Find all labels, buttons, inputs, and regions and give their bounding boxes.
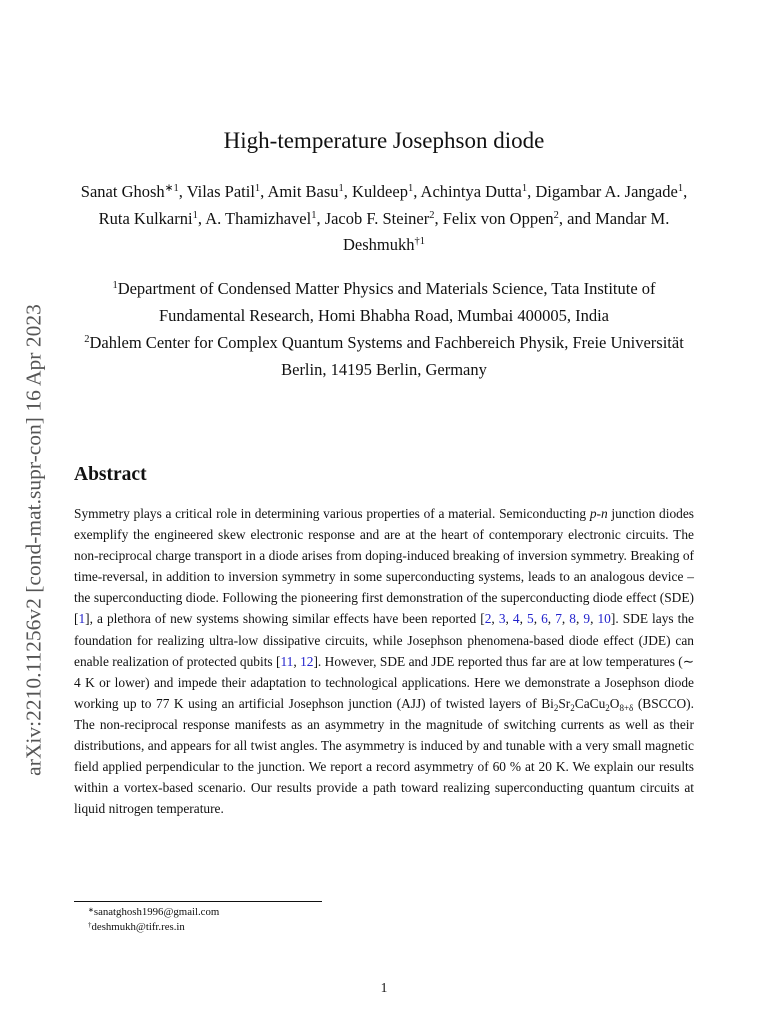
ref-group-2: 2, 3, 4, 5, 6, 7, 8, 9, 10 xyxy=(484,611,611,627)
author-name: Felix von Oppen xyxy=(442,208,554,228)
footnote-mark: † xyxy=(88,920,92,929)
formula-element: Sr xyxy=(558,695,571,711)
abstract-text-italic: p-n xyxy=(589,506,608,521)
author-name: A. Thamizhavel xyxy=(205,208,312,228)
abstract-heading: Abstract xyxy=(74,464,147,485)
author-affiliation-mark: 1 xyxy=(254,183,261,194)
arxiv-identifier-stamp xyxy=(8,0,60,1024)
page-number: 1 xyxy=(380,980,388,995)
formula-subscript: 2 xyxy=(553,702,559,713)
author-affiliation-mark: ∗1 xyxy=(164,183,179,194)
affiliation-mark: 1 xyxy=(112,280,118,291)
abstract-text: ]. SDE lays the foundation for realizing ultra-low dissipative circuits, while Josephson phenomena-based diode effect (JDE) can enable realization of protected qubits [ xyxy=(74,611,694,669)
formula-subscript: 2 xyxy=(605,702,610,713)
abstract-text: junction diodes exemplify the engineered skew electronic response and are at the heart of contemporary electronic circuits. The non-reciprocal charge transport in a diode arises from doping-induced breaking of inversion symmetry. Breaking of time-reversal, in addition to inversion symmetry in some superconducting systems, leads to an analogous device – the superconducting diode. Following the pioneering first demonstration of the superconducting diode effect (SDE) [ xyxy=(74,506,694,627)
author xyxy=(352,182,413,201)
citation-link[interactable]: 9 xyxy=(583,611,591,627)
abstract-text: ]. However, SDE and JDE reported thus far are at low temperatures (∼ 4 K or lower) and impede their adaptation to technological applications. Here we demonstrate a Josephson diode working up to 77 K using an artificial Josephson junction (AJJ) of twisted layers of xyxy=(74,653,694,711)
author-affiliation-mark: 1 xyxy=(338,183,344,194)
abstract-text: Symmetry plays a critical role in determining various properties of a material. Semiconducting xyxy=(74,506,590,521)
affiliation-text: Department of Condensed Matter Physics and Materials Science, Tata Institute of Fundamental Research, Homi Bhabha Road, Mumbai 400005, India xyxy=(117,279,656,325)
author xyxy=(99,209,198,228)
footnote-rule xyxy=(74,901,322,902)
citation-link[interactable]: 8 xyxy=(569,611,576,627)
author-affiliation-mark: †1 xyxy=(414,236,425,247)
footnote-mark: ∗ xyxy=(88,906,94,914)
citation-link[interactable]: 12 xyxy=(300,653,314,669)
chemical-formula xyxy=(541,696,633,711)
author-affiliation-mark: 1 xyxy=(311,209,317,221)
citation-link[interactable]: 1 xyxy=(78,611,86,627)
affiliation-mark: 2 xyxy=(84,334,90,345)
author-name: Jacob F. Steiner xyxy=(324,208,430,228)
affiliation-list xyxy=(74,275,694,383)
author xyxy=(535,182,683,201)
author xyxy=(81,182,179,201)
author-name: Kuldeep xyxy=(352,182,408,201)
paper-title: High-temperature Josephson diode xyxy=(223,128,545,153)
author xyxy=(421,182,528,201)
author xyxy=(205,209,316,228)
citation-link[interactable]: 6 xyxy=(541,611,548,627)
formula-element: CaCu xyxy=(574,695,606,711)
formula-subscript: 2 xyxy=(570,702,575,713)
author-name: Digambar A. Jangade xyxy=(535,182,678,201)
author xyxy=(268,182,344,201)
author-name: Mandar M. Deshmukh xyxy=(343,208,670,254)
formula-element: Bi xyxy=(541,695,554,711)
author-affiliation-mark: 1 xyxy=(677,183,684,194)
footnote xyxy=(88,920,219,935)
author xyxy=(325,209,435,228)
affiliation xyxy=(74,329,694,383)
author-affiliation-mark: 1 xyxy=(521,183,528,194)
citation-link[interactable]: 10 xyxy=(597,611,611,627)
footnote xyxy=(88,905,219,920)
author-name: Vilas Patil xyxy=(186,182,255,201)
author-name: Ruta Kulkarni xyxy=(98,208,193,228)
abstract-body xyxy=(74,503,694,819)
abstract-text: ], a plethora of new systems showing similar effects have been reported [ xyxy=(85,611,485,627)
author xyxy=(443,209,559,228)
footnote-email: sanatghosh1996@gmail.com xyxy=(93,906,220,918)
citation-link[interactable]: 5 xyxy=(527,611,534,627)
citation-link[interactable]: 11 xyxy=(280,653,294,669)
author-name: Achintya Dutta xyxy=(420,182,522,201)
author-list: Sanat Ghosh$^{∗1}$, Vilas Patil$^1$, Amit Basu$^1$, Kuldeep$^1$, Achintya Dutta$^1$, Digambar A. Jangade$^1$, Ruta Kulkarni$^1$, A. Thamizhavel$^1$, Jacob F. Steiner$^2$, Felix von Oppen$^2$, and Mandar M. Deshmukh$^{\dagger 1}$ xyxy=(80,182,688,254)
citation-link[interactable]: 3 xyxy=(498,611,506,627)
formula-subscript: 8+δ xyxy=(619,702,634,713)
author xyxy=(187,182,260,201)
author-affiliation-mark: 1 xyxy=(407,183,414,194)
affiliation-text: Dahlem Center for Complex Quantum Systems and Fachbereich Physik, Freie Universität Berlin, 14195 Berlin, Germany xyxy=(89,333,684,379)
abstract-text: (BSCCO). The non-reciprocal response manifests as an asymmetry in the magnitude of switching currents as well as their distributions, and appears for all twist angles. The asymmetry is induced by and tunable with a very small magnetic field applied perpendicular to the junction. We report a record asymmetry of 60 % at 20 K. We explain our results within a vortex-based scenario. Our results provide a path toward realizing superconducting quantum circuits at liquid nitrogen temperature. xyxy=(74,695,694,817)
footnotes xyxy=(88,905,219,934)
author-name: Amit Basu xyxy=(267,182,339,201)
author-name: Sanat Ghosh xyxy=(80,182,165,201)
ref-group-3: 11, 12 xyxy=(280,653,314,669)
arxiv-stamp-text: arXiv:2210.11256v2 [cond-mat.supr-con] 16 Apr 2023 xyxy=(21,304,46,776)
affiliation xyxy=(74,275,694,329)
citation-link[interactable]: 4 xyxy=(512,611,520,627)
author-affiliation-mark: 2 xyxy=(429,209,435,221)
footnote-email: deshmukh@tifr.res.in xyxy=(91,920,185,933)
citation-link[interactable]: 7 xyxy=(555,611,562,627)
author-affiliation-mark: 2 xyxy=(553,209,559,221)
formula-element: O xyxy=(609,695,620,711)
citation-link[interactable]: 2 xyxy=(484,611,492,627)
author-affiliation-mark: 1 xyxy=(192,209,198,221)
